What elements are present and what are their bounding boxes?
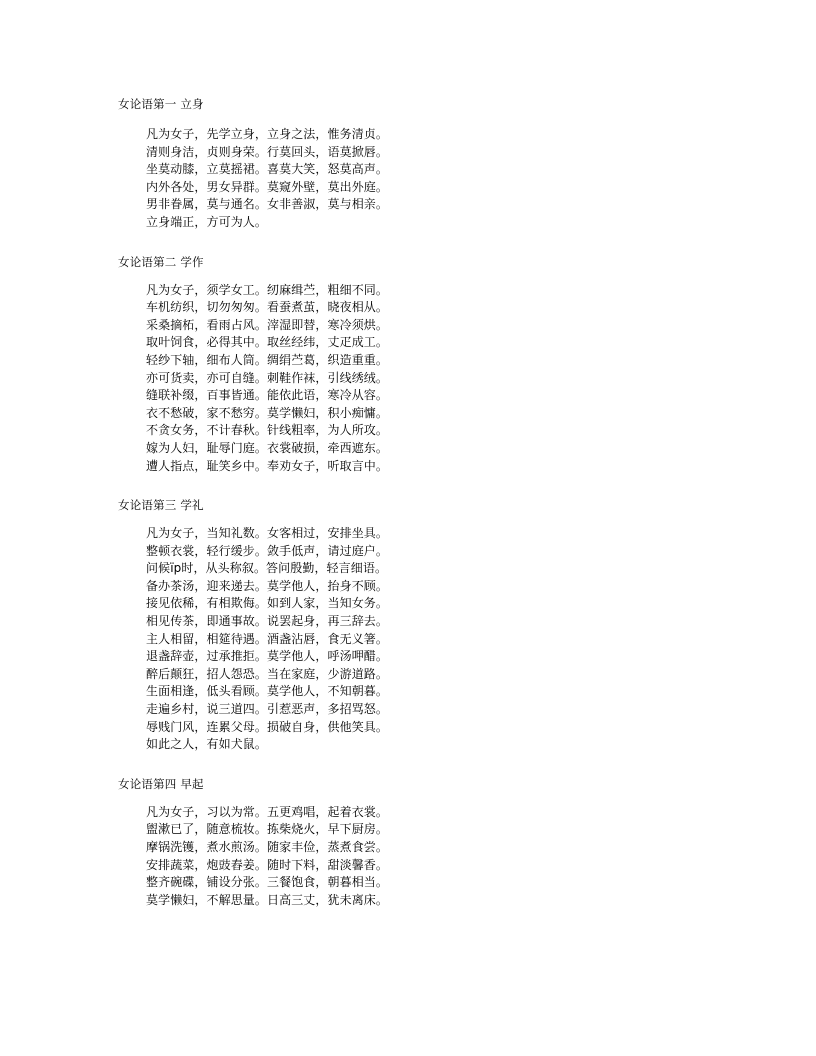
document-section	[118, 254, 720, 476]
verse-line: 摩锅洗镬，煮水煎汤。随家丰俭，蒸煮食尝。	[146, 840, 389, 854]
verse-line: 生面相逢，低头看顾。莫学他人，不知朝暮。	[146, 684, 389, 699]
section-heading: 女论语第三 学礼	[118, 498, 204, 513]
verse-line: 采桑摘柘，看雨占风。滓湿即替，寒冷须烘。	[146, 317, 389, 332]
verse-line: 走遍乡村，说三道四。引惹恶声，多招骂怒。	[146, 702, 389, 717]
verse-line: 车机纺织，切勿匆匆。看蚕煮茧，晓夜相从。	[146, 300, 389, 315]
verse-line: 遭人指点，耻笑乡中。奉劝女子，听取言中。	[146, 458, 389, 473]
verse-line: 内外各处，男女异群。莫窥外壁，莫出外庭。	[146, 179, 389, 194]
verse-line: 醉后颠狂，招人怨恐。当在家庭，少游道路。	[146, 666, 389, 681]
verse-line: 主人相留，相筵待遇。酒盏沾唇，食无义箸。	[146, 631, 389, 646]
verse-block	[118, 126, 720, 232]
verse-line: 轻纱下轴，细布人筒。绸绢苎葛，织造重重。	[146, 352, 389, 367]
section-heading: 女论语第四 早起	[118, 776, 204, 791]
verse-line: 凡为女子，习以为常。五更鸡唱，起着衣裳。	[146, 804, 389, 819]
verse-line: 备办茶汤，迎来递去。莫学他人，抬身不顾。	[146, 578, 389, 593]
verse-line: 清则身洁，贞则身荣。行莫回头，语莫掀唇。	[146, 144, 389, 159]
verse-line: 莫学懒妇，不解思量。日高三丈，犹未离床。	[146, 892, 389, 907]
verse-line: 如此之人，有如犬鼠。	[146, 737, 268, 752]
verse-line: 相见传茶，即通事故。说罢起身，再三辞去。	[146, 614, 389, 629]
verse-line: 辱贱门风，连累父母。损破自身，供他笑具。	[146, 719, 389, 734]
verse-line: 接见依稀，有相欺侮。如到人家，当知女务。	[146, 596, 389, 611]
verse-line: 取叶饲食，必得其中。取丝经纬，丈疋成工。	[146, 335, 389, 350]
verse-line: 安排蔬菜，炮豉舂姜。随时下料，甜淡馨香。	[146, 857, 389, 872]
document-section	[118, 776, 720, 910]
verse-block	[118, 282, 720, 476]
verse-line: 凡为女子，当知礼数。女客相过，安排坐具。	[146, 526, 389, 541]
section-heading: 女论语第二 学作	[118, 254, 204, 269]
verse-line: 衣不愁破，家不愁穷。莫学懒妇，积小痴慵。	[146, 405, 389, 420]
verse-line: 整顿衣裳，轻行缓步。敛手低声，请过庭户。	[146, 543, 389, 558]
verse-line: 盥漱已了，随意梳妆。拣柴烧火，早下厨房。	[146, 822, 389, 837]
verse-line: 整齐碗碟，铺设分张。三餐饱食，朝暮相当。	[146, 875, 389, 890]
verse-line: 立身端正，方可为人。	[146, 214, 268, 229]
verse-line: 亦可货卖，亦可自缝。刺鞋作袜，引线绣绒。	[146, 370, 389, 385]
verse-line: 退盏辞壶，过承推拒。莫学他人，呼汤呷醋。	[146, 649, 389, 664]
verse-block	[118, 804, 720, 910]
verse-line: 男非眷属，莫与通名。女非善淑，莫与相亲。	[146, 197, 389, 212]
verse-line: 嫁为人妇，耻辱门庭。衣裳破损，牵西遮东。	[146, 440, 389, 455]
verse-line: 坐莫动膝，立莫摇裙。喜莫大笑，怒莫高声。	[146, 162, 389, 177]
verse-block	[118, 525, 720, 754]
verse-line: 凡为女子，先学立身，立身之法，惟务清贞。	[146, 127, 389, 141]
section-heading: 女论语第一 立身	[118, 97, 204, 111]
verse-line: 凡为女子，须学女工。纫麻缉苎，粗细不同。	[146, 282, 389, 297]
document-body	[118, 96, 720, 909]
verse-line: 缝联补缀，百事皆通。能依此语，寒冷从容。	[146, 388, 389, 403]
verse-line: 不贪女务，不计春秋。针线粗率，为人所攻。	[146, 423, 389, 438]
verse-line: 问候ïp时，从头称叙。答问殷勤，轻言细语。	[146, 561, 388, 576]
document-section	[118, 497, 720, 754]
document-section	[118, 96, 720, 232]
